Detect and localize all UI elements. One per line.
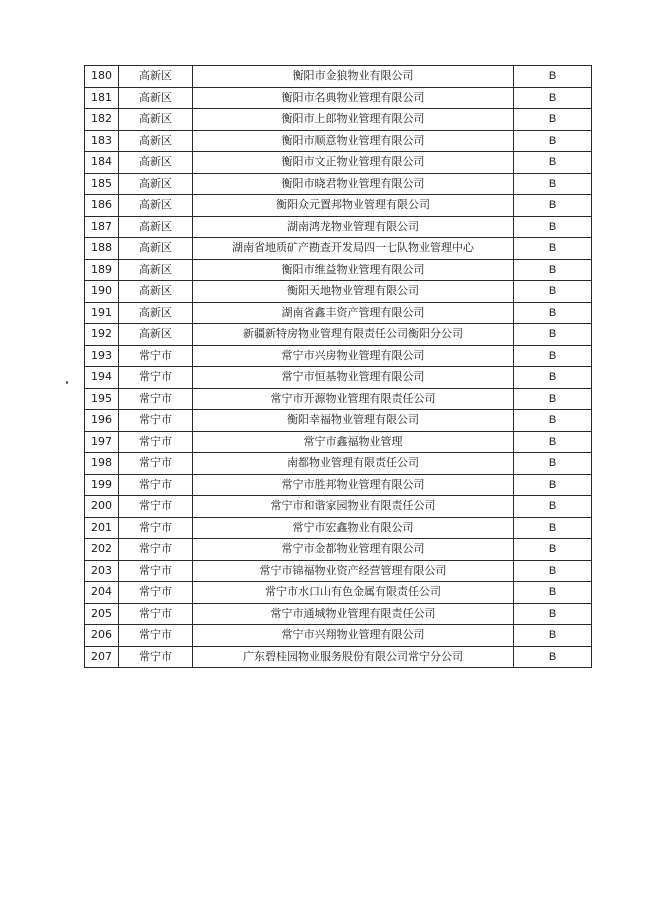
table-row: [85, 410, 592, 432]
district-cell: 常宁市: [119, 453, 193, 475]
table-row: [85, 195, 592, 217]
table-row: [85, 388, 592, 410]
table-row: [85, 646, 592, 668]
table-row: [85, 302, 592, 324]
grade-cell: B: [514, 66, 592, 88]
table-row: [85, 66, 592, 88]
company-name-cell: 湖南省地质矿产勘查开发局四一七队物业管理中心: [193, 238, 514, 260]
company-name-cell: 衡阳众元置邦物业管理有限公司: [193, 195, 514, 217]
district-cell: 常宁市: [119, 431, 193, 453]
table-row: [85, 130, 592, 152]
row-number-cell: 186: [85, 195, 119, 217]
table-row: [85, 517, 592, 539]
district-cell: 常宁市: [119, 367, 193, 389]
row-number-cell: 183: [85, 130, 119, 152]
company-name-cell: 常宁市兴翔物业管理有限公司: [193, 625, 514, 647]
grade-cell: B: [514, 281, 592, 303]
district-cell: 常宁市: [119, 646, 193, 668]
district-cell: 高新区: [119, 259, 193, 281]
grade-cell: B: [514, 410, 592, 432]
grade-cell: B: [514, 109, 592, 131]
company-name-cell: 常宁市胜邦物业管理有限公司: [193, 474, 514, 496]
company-name-cell: 常宁市开源物业管理有限责任公司: [193, 388, 514, 410]
grade-cell: B: [514, 173, 592, 195]
table-row: [85, 173, 592, 195]
district-cell: 高新区: [119, 281, 193, 303]
table-row: [85, 259, 592, 281]
company-name-cell: 湖南鸿龙物业管理有限公司: [193, 216, 514, 238]
grade-cell: B: [514, 517, 592, 539]
table-row: [85, 560, 592, 582]
table-row: [85, 603, 592, 625]
grade-cell: B: [514, 388, 592, 410]
row-number-cell: 192: [85, 324, 119, 346]
table-row: [85, 324, 592, 346]
table-row: [85, 152, 592, 174]
district-cell: 高新区: [119, 173, 193, 195]
grade-cell: B: [514, 431, 592, 453]
grade-cell: B: [514, 496, 592, 518]
table-row: [85, 539, 592, 561]
row-number-cell: 202: [85, 539, 119, 561]
grade-cell: B: [514, 87, 592, 109]
row-number-cell: 191: [85, 302, 119, 324]
company-name-cell: 衡阳幸福物业管理有限公司: [193, 410, 514, 432]
table-row: [85, 238, 592, 260]
grade-cell: B: [514, 646, 592, 668]
table-row: [85, 496, 592, 518]
district-cell: 高新区: [119, 195, 193, 217]
district-cell: 高新区: [119, 302, 193, 324]
row-number-cell: 189: [85, 259, 119, 281]
grade-cell: B: [514, 625, 592, 647]
grade-cell: B: [514, 195, 592, 217]
row-number-cell: 204: [85, 582, 119, 604]
row-number-cell: 203: [85, 560, 119, 582]
district-cell: 常宁市: [119, 582, 193, 604]
district-cell: 高新区: [119, 238, 193, 260]
table-row: [85, 109, 592, 131]
row-number-cell: 195: [85, 388, 119, 410]
grade-cell: B: [514, 453, 592, 475]
row-number-cell: 193: [85, 345, 119, 367]
district-cell: 高新区: [119, 130, 193, 152]
row-number-cell: 199: [85, 474, 119, 496]
grade-cell: B: [514, 216, 592, 238]
table-row: [85, 345, 592, 367]
table-row: [85, 87, 592, 109]
table-row: [85, 582, 592, 604]
row-number-cell: 188: [85, 238, 119, 260]
grade-cell: B: [514, 259, 592, 281]
company-name-cell: 衡阳市维益物业管理有限公司: [193, 259, 514, 281]
district-cell: 常宁市: [119, 517, 193, 539]
table-row: [85, 281, 592, 303]
grade-cell: B: [514, 238, 592, 260]
company-name-cell: 新疆新特房物业管理有限责任公司衡阳分公司: [193, 324, 514, 346]
row-number-cell: 185: [85, 173, 119, 195]
company-name-cell: 常宁市兴房物业管理有限公司: [193, 345, 514, 367]
company-name-cell: 常宁市鑫福物业管理: [193, 431, 514, 453]
company-name-cell: 衡阳市文正物业管理有限公司: [193, 152, 514, 174]
district-cell: 常宁市: [119, 625, 193, 647]
grade-cell: B: [514, 130, 592, 152]
grade-cell: B: [514, 302, 592, 324]
district-cell: 高新区: [119, 87, 193, 109]
district-cell: 常宁市: [119, 560, 193, 582]
grade-cell: B: [514, 560, 592, 582]
grade-cell: B: [514, 152, 592, 174]
grade-cell: B: [514, 474, 592, 496]
company-name-cell: 衡阳天地物业管理有限公司: [193, 281, 514, 303]
table-row: [85, 216, 592, 238]
row-number-cell: 190: [85, 281, 119, 303]
row-number-cell: 194: [85, 367, 119, 389]
row-number-cell: 206: [85, 625, 119, 647]
district-cell: 高新区: [119, 109, 193, 131]
district-cell: 高新区: [119, 152, 193, 174]
row-number-cell: 205: [85, 603, 119, 625]
row-number-cell: 200: [85, 496, 119, 518]
district-cell: 高新区: [119, 66, 193, 88]
grade-cell: B: [514, 324, 592, 346]
table-row: [85, 367, 592, 389]
company-name-cell: 衡阳市顺意物业管理有限公司: [193, 130, 514, 152]
table-row: [85, 453, 592, 475]
company-name-cell: 湖南省鑫丰资产管理有限公司: [193, 302, 514, 324]
company-name-cell: 常宁市和谐家园物业有限责任公司: [193, 496, 514, 518]
grade-cell: B: [514, 582, 592, 604]
company-name-cell: 衡阳市名典物业管理有限公司: [193, 87, 514, 109]
company-grade-table: [84, 65, 592, 668]
grade-cell: B: [514, 603, 592, 625]
company-name-cell: 常宁市宏鑫物业有限公司: [193, 517, 514, 539]
company-name-cell: 常宁市水口山有色金属有限责任公司: [193, 582, 514, 604]
district-cell: 常宁市: [119, 345, 193, 367]
district-cell: 常宁市: [119, 474, 193, 496]
table-row: [85, 431, 592, 453]
company-name-cell: 常宁市恒基物业管理有限公司: [193, 367, 514, 389]
table-row: [85, 474, 592, 496]
grade-cell: B: [514, 539, 592, 561]
grade-cell: B: [514, 345, 592, 367]
company-name-cell: 衡阳市晓君物业管理有限公司: [193, 173, 514, 195]
row-number-cell: 201: [85, 517, 119, 539]
row-number-cell: 196: [85, 410, 119, 432]
row-number-cell: 198: [85, 453, 119, 475]
row-number-cell: 180: [85, 66, 119, 88]
row-number-cell: 182: [85, 109, 119, 131]
district-cell: 常宁市: [119, 410, 193, 432]
row-number-cell: 197: [85, 431, 119, 453]
company-name-cell: 常宁市通城物业管理有限责任公司: [193, 603, 514, 625]
district-cell: 高新区: [119, 324, 193, 346]
district-cell: 常宁市: [119, 388, 193, 410]
company-name-cell: 广东碧桂园物业服务股份有限公司常宁分公司: [193, 646, 514, 668]
scan-speck: [66, 381, 68, 384]
row-number-cell: 181: [85, 87, 119, 109]
company-name-cell: 常宁市金都物业管理有限公司: [193, 539, 514, 561]
district-cell: 常宁市: [119, 539, 193, 561]
row-number-cell: 207: [85, 646, 119, 668]
company-name-cell: 南都物业管理有限责任公司: [193, 453, 514, 475]
company-name-cell: 常宁市锦福物业资产经营管理有限公司: [193, 560, 514, 582]
district-cell: 高新区: [119, 216, 193, 238]
company-name-cell: 衡阳市上郎物业管理有限公司: [193, 109, 514, 131]
grade-cell: B: [514, 367, 592, 389]
row-number-cell: 184: [85, 152, 119, 174]
district-cell: 常宁市: [119, 603, 193, 625]
company-name-cell: 衡阳市金狼物业有限公司: [193, 66, 514, 88]
district-cell: 常宁市: [119, 496, 193, 518]
row-number-cell: 187: [85, 216, 119, 238]
table-body: [85, 66, 592, 668]
table-row: [85, 625, 592, 647]
